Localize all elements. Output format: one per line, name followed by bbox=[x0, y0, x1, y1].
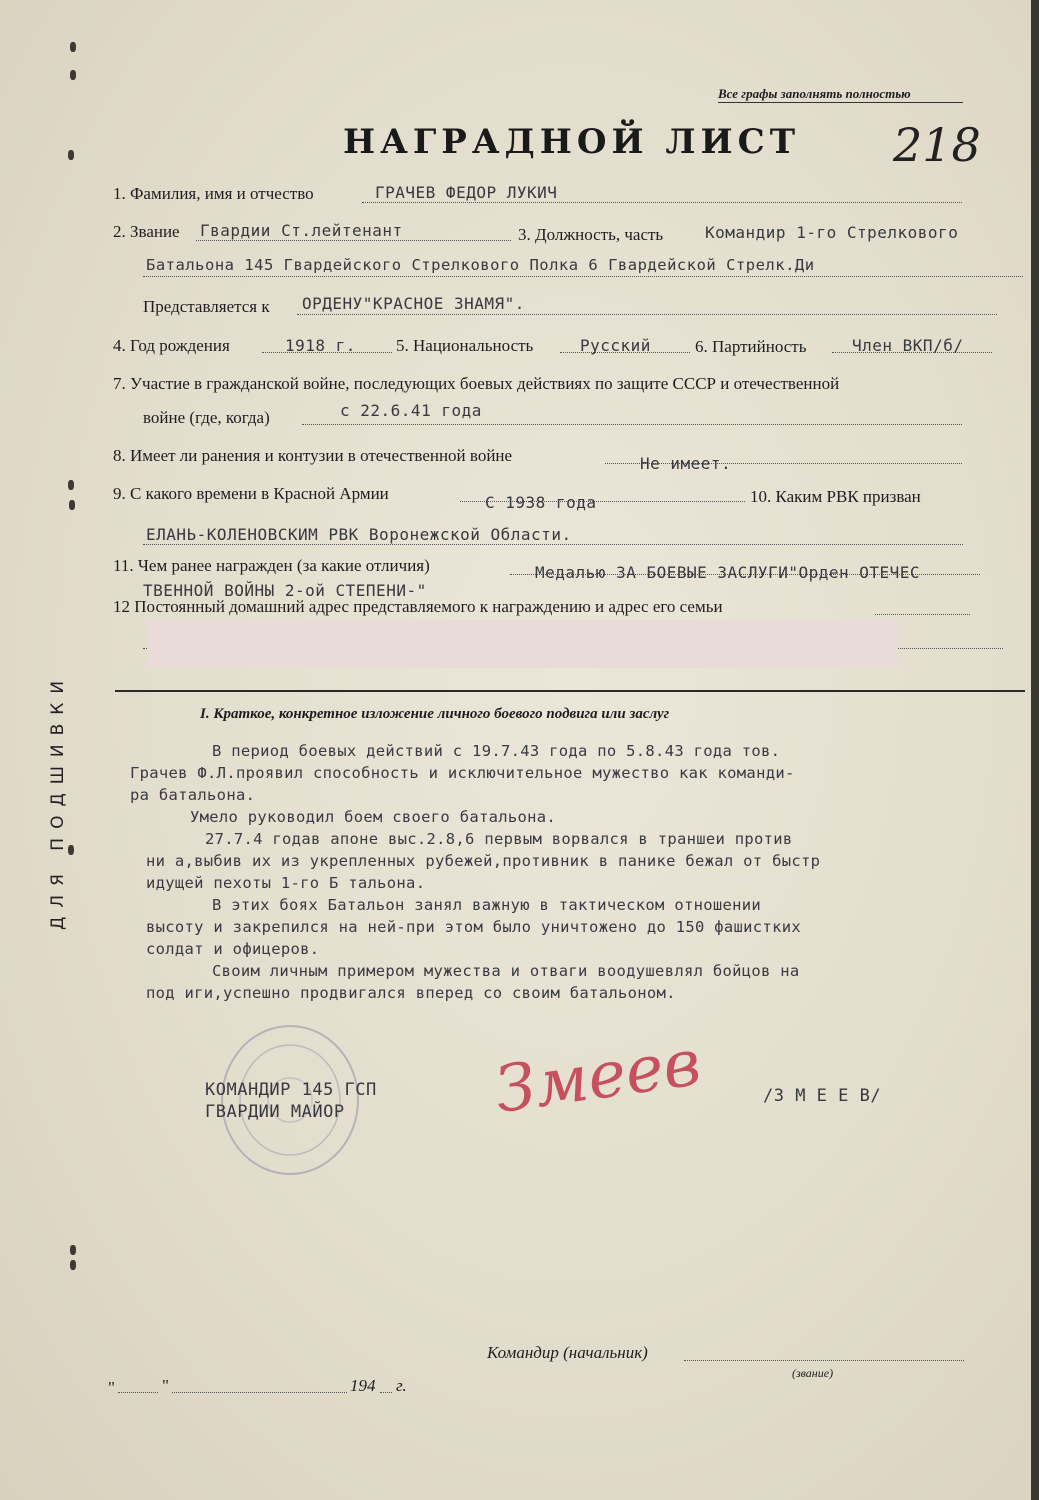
presented-value: ОРДЕНУ"КРАСНОЕ ЗНАМЯ". bbox=[302, 294, 525, 313]
handwritten-signature: Змеев bbox=[490, 1026, 706, 1128]
fill-all-note: Все графы заполнять полностью bbox=[718, 86, 911, 101]
body-line: солдат и офицеров. bbox=[146, 940, 320, 958]
body-line: под иги,успешно продвигался вперед со своим батальоном. bbox=[146, 984, 676, 1002]
page-title: НАГРАДНОЙ ЛИСТ bbox=[343, 122, 801, 162]
field2-label: 2. Звание bbox=[113, 222, 180, 241]
rank-label: (звание) bbox=[792, 1366, 834, 1380]
section-divider bbox=[115, 690, 1025, 692]
note-underline bbox=[718, 102, 963, 103]
body-line: Своим личным примером мужества и отваги воодушевлял бойцов на bbox=[212, 962, 800, 980]
date-year-suffix: г. bbox=[396, 1376, 407, 1395]
field7-label-1: 7. Участие в гражданской войне, последующих боевых действиях по защите СССР и отечественной bbox=[113, 374, 840, 393]
field10-line bbox=[143, 544, 963, 545]
punch-hole bbox=[70, 70, 76, 80]
field1-value: ГРАЧЕВ ФЕДОР ЛУКИЧ bbox=[375, 183, 558, 202]
field2-value: Гвардии Ст.лейтенант bbox=[200, 221, 403, 240]
field1-line bbox=[362, 202, 962, 203]
field9-label: 9. С какого времени в Красной Армии bbox=[113, 484, 389, 503]
field12-line-1 bbox=[875, 614, 970, 615]
field11-label: 11. Чем ранее награжден (за какие отличия) bbox=[113, 556, 430, 575]
body-line: В период боевых действий с 19.7.43 года по 5.8.43 года тов. bbox=[212, 742, 781, 760]
date-month-line bbox=[172, 1392, 347, 1393]
field12-label: 12 Постоянный домашний адрес представляемого к награждению и адрес его семьи bbox=[113, 597, 723, 616]
field5-label: 5. Национальность bbox=[396, 336, 534, 355]
field8-value: Не имеет. bbox=[640, 454, 732, 473]
field5-value: Русский bbox=[580, 336, 651, 355]
date-open-quote: " bbox=[108, 1378, 115, 1397]
field11-value-1: Медалью ЗА БОЕВЫЕ ЗАСЛУГИ"Орден ОТЕЧЕС bbox=[535, 563, 921, 582]
field8-label: 8. Имеет ли ранения и контузии в отечественной войне bbox=[113, 446, 513, 465]
field1-label: 1. Фамилия, имя и отчество bbox=[113, 184, 314, 203]
body-line: идущей пехоты 1-го Б тальона. bbox=[146, 874, 426, 892]
presented-label: Представляется к bbox=[143, 297, 270, 316]
date-year-line bbox=[380, 1392, 392, 1393]
field3-value-1: Командир 1-го Стрелкового bbox=[705, 223, 959, 242]
date-close-quote: " bbox=[162, 1376, 169, 1395]
field4-label: 4. Год рождения bbox=[113, 336, 230, 355]
field3-value-2: Батальона 145 Гвардейского Стрелкового Полка 6 Гвардейской Стрелк.Ди bbox=[146, 256, 815, 274]
punch-hole bbox=[68, 150, 74, 160]
field4-value: 1918 г. bbox=[285, 336, 356, 355]
field10-value: ЕЛАНЬ-КОЛЕНОВСКИМ РВК Воронежской Области. bbox=[146, 525, 572, 544]
field10-label: 10. Каким РВК призван bbox=[750, 487, 921, 506]
commander-label: Командир (начальник) bbox=[487, 1343, 648, 1362]
field11-value-2: ТВЕННОЙ ВОЙНЫ 2-ой СТЕПЕНИ-" bbox=[143, 581, 427, 600]
punch-hole bbox=[70, 1260, 76, 1270]
punch-hole bbox=[69, 500, 75, 510]
body-line: 27.7.4 годав апоне выс.2.8,6 первым ворвался в траншеи против bbox=[205, 830, 793, 848]
commander-line bbox=[684, 1360, 964, 1361]
presented-line bbox=[297, 314, 997, 315]
field3-label: 3. Должность, часть bbox=[518, 225, 664, 244]
official-stamp bbox=[215, 1020, 365, 1180]
signatory-name: /З М Е Е В/ bbox=[763, 1086, 882, 1106]
punch-hole bbox=[68, 845, 74, 855]
date-day-line bbox=[118, 1392, 158, 1393]
punch-hole bbox=[70, 1245, 76, 1255]
field7-value: с 22.6.41 года bbox=[340, 401, 482, 420]
redacted-address bbox=[147, 620, 897, 668]
handwritten-number: 218 bbox=[893, 118, 981, 172]
body-line: В этих боях Батальон занял важную в тактическом отношении bbox=[212, 896, 762, 914]
binding-margin-label: ДЛЯ ПОДШИВКИ bbox=[48, 671, 68, 930]
body-line: ра батальона. bbox=[130, 786, 256, 804]
section-title: I. Краткое, конкретное изложение личного боевого подвига или заслуг bbox=[200, 706, 670, 722]
scan-edge bbox=[1031, 0, 1039, 1500]
body-line: Умело руководил боем своего батальона. bbox=[190, 808, 557, 826]
signatory-position: КОМАНДИР 145 ГСП bbox=[205, 1080, 377, 1100]
field6-value: Член ВКП/б/ bbox=[852, 336, 964, 355]
body-line: ни а,выбив их из укрепленных рубежей,противник в панике бежал от быстр bbox=[146, 852, 821, 870]
signatory-rank: ГВАРДИИ МАЙОР bbox=[205, 1102, 345, 1122]
field7-label-2: войне (где, когда) bbox=[143, 408, 270, 427]
field2-line bbox=[196, 240, 511, 241]
field7-line bbox=[302, 424, 962, 425]
field6-label: 6. Партийность bbox=[695, 337, 807, 356]
punch-hole bbox=[70, 42, 76, 52]
field9-value: С 1938 года bbox=[485, 493, 597, 512]
date-year: 194 bbox=[350, 1376, 376, 1395]
body-line: высоту и закрепился на ней-при этом было уничтожено до 150 фашистких bbox=[146, 918, 801, 936]
punch-hole bbox=[68, 480, 74, 490]
field3-line bbox=[143, 276, 1023, 277]
body-line: Грачев Ф.Л.проявил способность и исключительное мужество как команди- bbox=[130, 764, 795, 782]
